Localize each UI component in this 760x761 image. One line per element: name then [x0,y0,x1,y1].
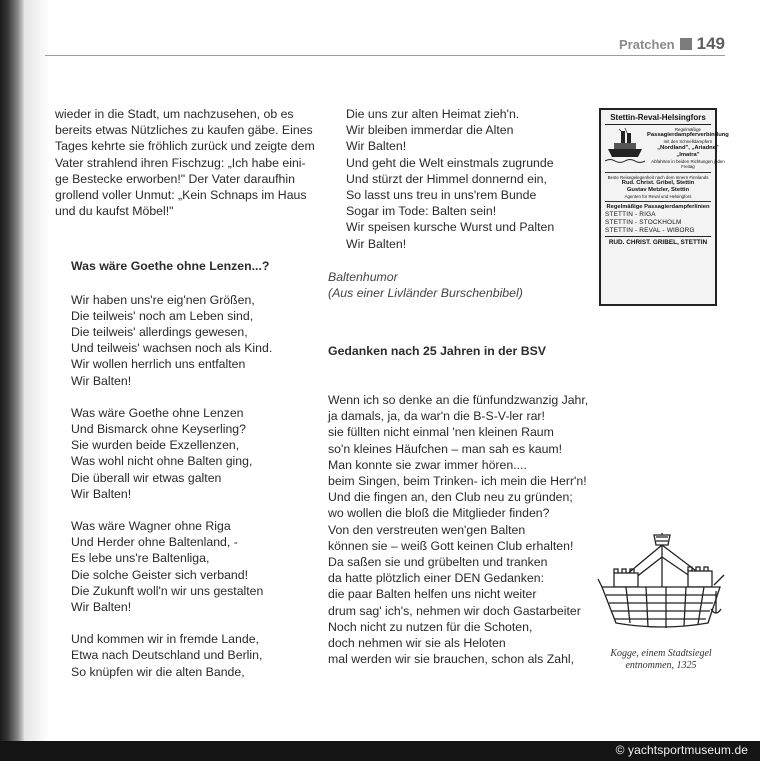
verse-line: Von den verstreuten wen'gen Balten [328,522,526,537]
verse-line: Es lebe uns're Baltenliga, [71,551,210,566]
stanza-4 [71,631,305,680]
verse-line: Die teilweis' allerdings gewesen, [71,325,248,340]
verse-line: sie füllten nicht einmal 'nen kleinen Raum [328,425,554,440]
verse-line: Sie wurden beide Exzellenzen, [71,438,240,453]
verse-line: Was wohl nicht ohne Balten ging, [71,454,253,469]
verse-line: so'n kleines Häufchen – man sah es kaum! [328,441,563,456]
verse-line: Und stürzt der Himmel donnernd ein, [346,171,547,186]
text-line: grollend voller Unmut: „Kein Schnaps im Haus [55,188,307,203]
caption-line: Kogge, einem Stadtsiegel [610,648,712,659]
verse-line: wo wollen die bloß die Mitglieder finden? [328,506,550,521]
header-square-icon [680,38,692,50]
verse-line: Die solche Geister sich verband! [71,567,249,582]
verse-line: Und die fingen an, den Club neu zu gründen; [328,490,573,505]
ad-service: Passagierdampferverbindung [647,132,729,139]
gutter-fade [24,0,50,761]
verse-line: Und Bismarck ohne Keyserling? [71,422,246,437]
intro-paragraph [55,106,315,219]
verse-line: beim Singen, beim Trinken- ich mein die Herr'n! [328,474,587,489]
ad-ships: „Nordland", „Ariadne" „Imatra" [657,144,719,158]
ad-ship-row [605,127,729,170]
verse-line: Was wäre Wagner ohne Riga [71,519,231,534]
verse-line: drum sag' ich's, nehmen wir doch Gastarbeiter [328,603,581,618]
caption-line: entnommen, 1325 [625,660,697,671]
poem-source [328,269,588,301]
text-line: Tages kehrte sie fröhlich zurück und zeigte dem [55,139,315,154]
verse-line: Etwa nach Deutschland und Berlin, [71,648,263,663]
ad-ship-note: Abfahrten in beiden Richtungen jeden Freitag [651,158,725,170]
ad-service-block [647,127,729,170]
stanza-3 [71,518,305,615]
verse-line: doch nehmen wir sie als Heloten [328,636,506,651]
verse-line: Da saßen sie und grübelten und tranken [328,555,548,570]
text-line: und du kaufst Möbel!" [55,204,174,219]
verse-line: Man konnte sie zwar immer hören.... [328,457,527,472]
ad-route: STETTIN - RIGA [605,211,656,219]
verse-line: da hatte plötzlich einer DEN Gedanken: [328,571,545,586]
ad-footer: RUD. CHRIST. GRIBEL, STETTIN [605,236,711,246]
verse-line: Was wäre Goethe ohne Lenzen [71,405,244,420]
verse-line: Noch nicht zu nutzen für die Schoten, [328,619,533,634]
source-line: (Aus einer Livländer Burschenbibel) [328,286,523,301]
ad-note-agents: Agenten für Reval und Helsingfors [624,194,692,200]
ad-route: STETTIN - REVAL - WIBORG [605,226,695,234]
verse-line: Wir bleiben immerdar die Alten [346,123,514,138]
verse-line: Wir Balten! [71,600,132,615]
column-middle-lower [328,392,588,667]
verse-line: die paar Balten helfen uns nicht weiter [328,587,537,602]
book-spine-shadow [0,0,24,761]
stanza-5 [346,106,588,252]
stanza-1 [71,292,305,389]
illustration-caption [596,648,726,672]
watermark-text: © yachtsportmuseum.de [615,743,748,757]
text-line: bereits etwas Nützliches zu kaufen gäbe. Eines [55,123,313,138]
ad-note: Beste Reisegelegenheit nach dem Innern Finnlands [607,174,709,180]
steamship-icon [605,127,645,165]
text-line: ge Bestecke erworben!" Der Vater daraufhin [55,171,295,186]
column-left [55,106,315,680]
bsv-poem [328,392,588,667]
verse-line: Wenn ich so denke an die fünfundzwanzig Jahr, [328,393,589,407]
header-rule [45,55,725,56]
verse-line: Die uns zur alten Heimat zieh'n. [346,107,520,121]
verse-line: ja damals, ja, da war'n die B-S-V-ler rar! [328,409,545,424]
source-line: Baltenhumor [328,269,398,284]
steamship-advertisement [599,108,729,306]
verse-line: Und teilweis' wachsen noch als Kind. [71,341,273,356]
verse-line: Und Herder ohne Baltenland, - [71,535,238,550]
verse-line: Und kommen wir in fremde Lande, [71,632,259,647]
running-header [600,34,725,54]
verse-line: Wir haben uns're eig'nen Größen, [71,292,255,307]
verse-line: So knüpfen wir die alten Bande, [71,664,245,679]
verse-line: Und geht die Welt einstmals zugrunde [346,155,554,170]
verse-line: Wir Balten! [346,139,407,154]
verse-line: Wir Balten! [71,373,132,388]
cog-ship-icon [596,527,726,647]
stanza-2 [71,405,305,502]
ad-routes-heading: Regelmäßige Passagierdampferlinien [606,204,710,211]
chapter-title: Pratchen [618,36,675,52]
ad-service-small: mit den Schnelldampfern [663,139,713,145]
text-line: wieder in die Stadt, um nachzusehen, ob es [55,107,294,121]
verse-line: Wir Balten! [346,236,407,251]
text-line: Vater strahlend ihren Fischzug: „Ich habe eini- [55,155,306,170]
verse-line: So lasst uns treu in uns'rem Bunde [346,188,537,203]
column-middle [328,106,588,359]
ad-title: Stettin-Reval-Helsingfors [605,113,711,125]
verse-line: Wir speisen kursche Wurst und Palten [346,220,555,235]
verse-line: Wir wollen herrlich uns entfalten [71,357,246,372]
ad-separator [605,172,711,173]
verse-line: Die teilweis' noch am Leben sind, [71,308,254,323]
poem-title: Was wäre Goethe ohne Lenzen...? [71,259,270,274]
ad-route: STETTIN - STOCKHOLM [605,219,682,227]
ad-agent: Gustav Metzler, Stettin [626,187,690,194]
page-number: 149 [696,34,725,53]
section-title: Gedanken nach 25 Jahren in der BSV [328,344,547,359]
ad-company: Rud. Christ. Gribel, Stettin [621,180,695,187]
verse-line: Die Zukunft woll'n wir uns gestalten [71,583,264,598]
ad-service-line: Regelmäßige [674,127,701,132]
verse-line: Sogar im Tode: Balten sein! [346,204,497,219]
verse-line: mal werden wir sie brauchen, schon als Zahl, [328,652,575,667]
verse-line: Wir Balten! [71,486,132,501]
ad-separator [605,201,711,202]
verse-line: können sie – weiß Gott keinen Club erhalten! [328,538,574,553]
verse-line: Die überall wir etwas galten [71,470,222,485]
